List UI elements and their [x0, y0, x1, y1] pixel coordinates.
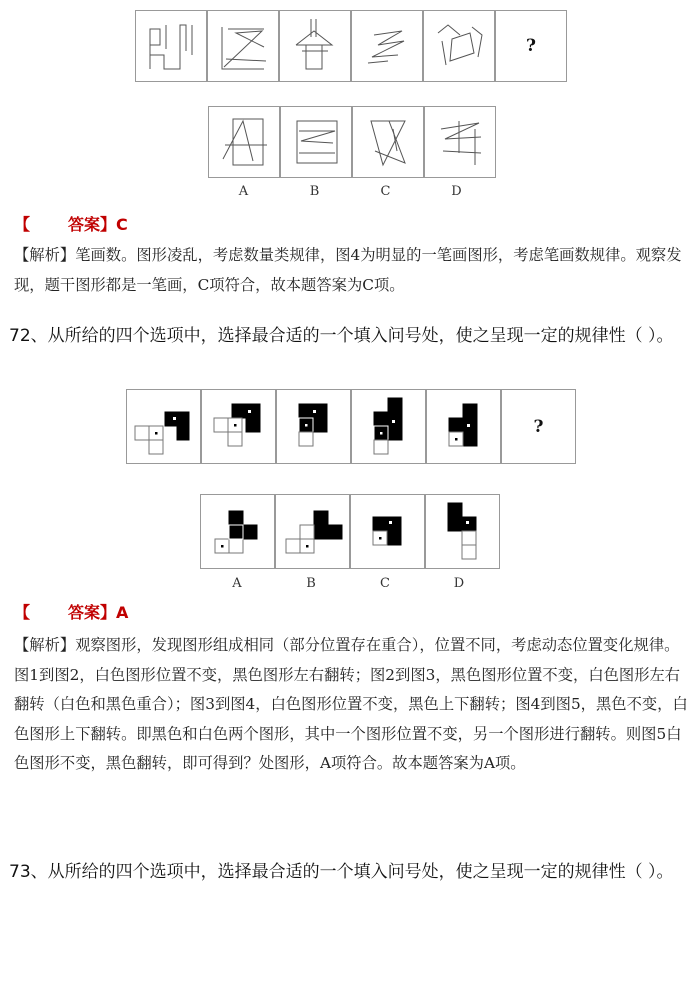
q71-stem-figure-2 [207, 10, 279, 82]
answer-label: 答案】 [68, 603, 117, 622]
q72-option-b-figure[interactable] [275, 494, 350, 569]
q71-option-a-figure[interactable] [208, 106, 280, 178]
q72-stem-figure-5 [426, 389, 501, 464]
option-label-a[interactable]: A [232, 576, 242, 591]
q72-stem-figure-1 [126, 389, 201, 464]
q71-option-c-figure[interactable] [352, 106, 424, 178]
q72-answer [14, 600, 128, 623]
q72-question: 72、从所给的四个选项中，选择最合适的一个填入问号处，使之呈现一定的规律性（ ）。 [9, 326, 674, 346]
option-label-b[interactable]: B [309, 184, 320, 199]
answer-value: A [116, 603, 129, 622]
q71-stem-row [135, 10, 567, 82]
question-mark: ? [526, 36, 536, 56]
q71-stem-figure-3 [279, 10, 351, 82]
q71-option-b-figure[interactable] [280, 106, 352, 178]
q72-option-c-figure[interactable] [350, 494, 425, 569]
answer-label: 答案】 [68, 215, 117, 234]
option-label-b[interactable]: B [306, 576, 316, 591]
q73-question: 73、从所给的四个选项中，选择最合适的一个填入问号处，使之呈现一定的规律性（ ）。 [9, 862, 674, 882]
q72-stem-figure-3 [276, 389, 351, 464]
q72-option-labels [200, 576, 496, 591]
q72-stem-figure-2 [201, 389, 276, 464]
option-label-c[interactable]: C [380, 576, 390, 591]
q71-stem-figure-5 [423, 10, 495, 82]
option-label-d[interactable]: D [453, 576, 465, 591]
option-label-d[interactable]: D [451, 184, 462, 199]
q71-question-cell [495, 10, 567, 82]
option-label-a[interactable]: A [238, 184, 249, 199]
q71-stem-figure-1 [135, 10, 207, 82]
q71-explanation: 【解析】笔画数。图形凌乱，考虑数量类规律，图4为明显的一笔画图形，考虑笔画数规律。观察发现，题干图形都是一笔画，C项符合，故本题答案为C项。 [14, 246, 682, 294]
answer-bracket: 【 [14, 603, 31, 622]
q72-stem-figure-4 [351, 389, 426, 464]
question-mark: ? [533, 416, 544, 437]
option-label-c[interactable]: C [380, 184, 391, 199]
q71-option-labels [208, 184, 492, 199]
q72-question-cell [501, 389, 576, 464]
q71-option-d-figure[interactable] [424, 106, 496, 178]
q72-option-a-figure[interactable] [200, 494, 275, 569]
q71-answer [14, 212, 128, 235]
q72-options-row [200, 494, 500, 569]
q72-stem-row [126, 389, 576, 464]
answer-bracket: 【 [14, 215, 31, 234]
q72-option-d-figure[interactable] [425, 494, 500, 569]
q72-explanation: 【解析】观察图形，发现图形组成相同（部分位置存在重合），位置不同，考虑动态位置变化规律。图1到图2，白色图形位置不变，黑色图形左右翻转；图2到图3，黑色图形位置不变，白色图形左右翻转（白色和黑色重合）；图3到图4，白色图形位置不变，黑色上下翻转；图4到图5，黑色不变，白色图形上下翻转。即黑色和白色两个图形，其中一个图形位置不变，另一个图形进行翻转。则图5白色图形不变，黑色翻转，即可得到？处图形，A项符合。故本题答案为A项。 [14, 636, 688, 772]
answer-value: C [116, 215, 128, 234]
q71-stem-figure-4 [351, 10, 423, 82]
q71-options-row [208, 106, 496, 178]
